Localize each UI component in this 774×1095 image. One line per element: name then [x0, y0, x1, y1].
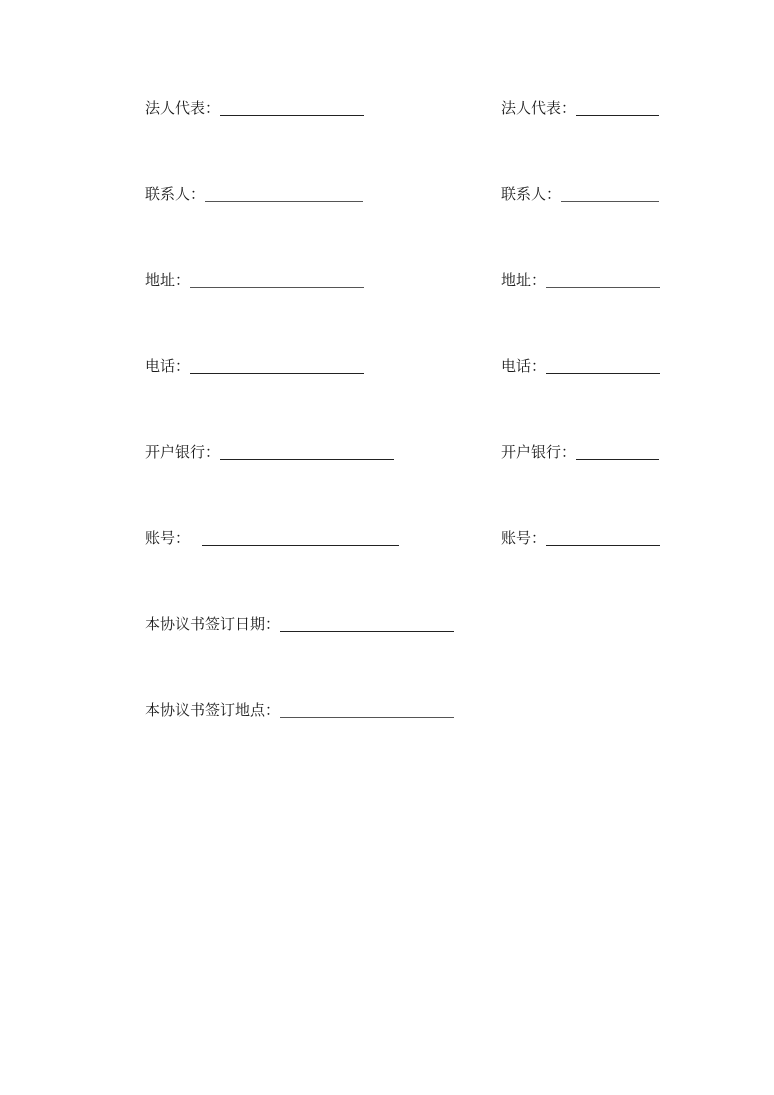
- right-bank-blank[interactable]: [576, 459, 659, 460]
- left-address-field: [145, 268, 364, 292]
- right-phone-label: 电话：: [501, 357, 547, 375]
- left-legal-rep-label: 法人代表：: [145, 99, 221, 117]
- left-contact-label: 联系人：: [145, 185, 206, 203]
- left-phone-blank[interactable]: [190, 373, 364, 374]
- left-account-blank[interactable]: [202, 545, 399, 546]
- left-bank-label: 开户银行：: [145, 443, 221, 461]
- left-phone-field: [145, 354, 364, 378]
- left-legal-rep-blank[interactable]: [220, 115, 364, 116]
- right-address-field: [501, 268, 660, 292]
- right-contact-label: 联系人：: [501, 185, 562, 203]
- right-phone-blank[interactable]: [546, 373, 660, 374]
- left-contact-blank[interactable]: [205, 201, 363, 202]
- signing-date-label: 本协议书签订日期：: [145, 615, 281, 633]
- left-bank-blank[interactable]: [220, 459, 394, 460]
- signing-date-blank[interactable]: [280, 631, 454, 632]
- right-account-label: 账号：: [501, 529, 547, 547]
- right-address-blank[interactable]: [546, 287, 660, 288]
- right-account-field: [501, 526, 660, 550]
- left-account-label: 账号：: [145, 529, 191, 547]
- left-legal-rep-field: [145, 96, 364, 120]
- left-address-blank[interactable]: [190, 287, 364, 288]
- right-contact-field: [501, 182, 659, 206]
- left-address-label: 地址：: [145, 271, 191, 289]
- signing-place-field: [145, 698, 454, 722]
- signing-date-field: [145, 612, 454, 636]
- right-legal-rep-label: 法人代表：: [501, 99, 577, 117]
- left-bank-field: [145, 440, 394, 464]
- right-bank-field: [501, 440, 659, 464]
- left-phone-label: 电话：: [145, 357, 191, 375]
- right-bank-label: 开户银行：: [501, 443, 577, 461]
- right-account-blank[interactable]: [546, 545, 660, 546]
- signing-place-blank[interactable]: [280, 717, 454, 718]
- signing-place-label: 本协议书签订地点：: [145, 701, 281, 719]
- left-account-field: [145, 526, 399, 550]
- right-legal-rep-blank[interactable]: [576, 115, 659, 116]
- right-address-label: 地址：: [501, 271, 547, 289]
- right-contact-blank[interactable]: [561, 201, 659, 202]
- left-contact-field: [145, 182, 363, 206]
- right-phone-field: [501, 354, 660, 378]
- right-legal-rep-field: [501, 96, 659, 120]
